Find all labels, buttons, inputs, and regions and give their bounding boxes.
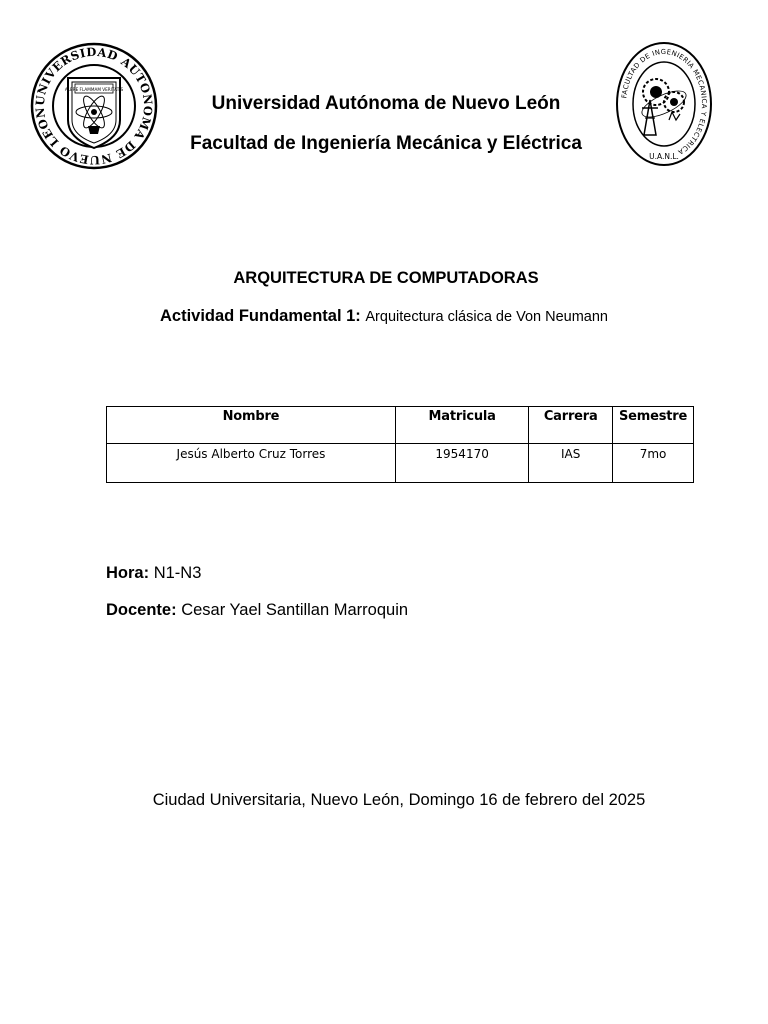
cell-nombre: Jesús Alberto Cruz Torres [107, 444, 396, 483]
faculty-name: Facultad de Ingeniería Mecánica y Eléctrica [190, 133, 582, 154]
header-nombre: Nombre [107, 407, 396, 444]
university-name: Universidad Autónoma de Nuevo León [211, 93, 561, 114]
header-semestre: Semestre [613, 407, 694, 444]
svg-text:FACULTAD DE INGENIERIA MECANIC: FACULTAD DE INGENIERIA MECANICA Y ELECTRICA [620, 47, 709, 157]
cell-carrera: IAS [529, 444, 613, 483]
docente-label: Docente: [106, 601, 177, 619]
activity-label: Actividad Fundamental 1: [160, 307, 361, 325]
docente-value: Cesar Yael Santillan Marroquin [181, 601, 409, 619]
table-header-row [107, 407, 694, 444]
place-date: Ciudad Universitaria, Nuevo León, Domingo 16 de febrero del 2025 [152, 791, 646, 809]
hora-label: Hora: [106, 564, 150, 582]
students-table [106, 406, 694, 483]
activity-line [0, 307, 768, 326]
cell-semestre: 7mo [613, 444, 694, 483]
activity-title: Arquitectura clásica de Von Neumann [365, 309, 608, 325]
course-title: ARQUITECTURA DE COMPUTADORAS [233, 269, 539, 287]
table-row [107, 444, 694, 483]
header-carrera: Carrera [529, 407, 613, 444]
svg-text:UNIVERSIDAD AUTONOMA DE NUEVO: UNIVERSIDAD AUTONOMA DE NUEVO LEON [32, 44, 156, 168]
hora-value: N1-N3 [153, 564, 202, 582]
svg-text:ALERE FLAMMAM VERITATIS: ALERE FLAMMAM VERITATIS [64, 87, 124, 92]
docente-line [106, 601, 408, 620]
hora-line [106, 564, 201, 583]
cell-matricula: 1954170 [395, 444, 528, 483]
header-matricula: Matricula [395, 407, 528, 444]
svg-text:U.A.N.L.: U.A.N.L. [649, 152, 679, 161]
